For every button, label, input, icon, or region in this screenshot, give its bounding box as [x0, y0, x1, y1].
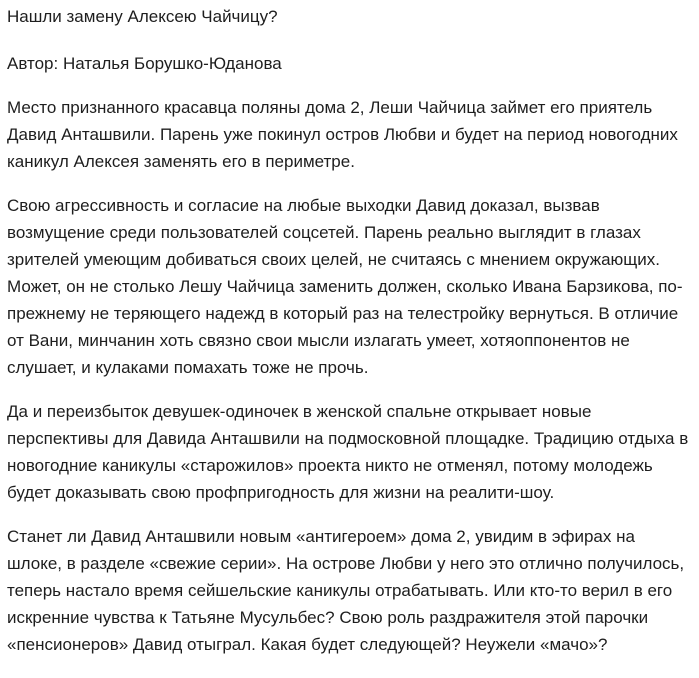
article-paragraph: Да и переизбыток девушек-одиночек в женской спальне открывает новые перспективы для Давида Анташвили на подмосковной площадке. Традицию отдыха в новогодние каникулы «старожилов» проекта никто не отменял, потому молодежь будет доказывать свою профпригодность для жизни на реалити-шоу.: [7, 402, 689, 502]
article-title: Нашли замену Алексею Чайчицу?: [7, 7, 278, 26]
article-paragraph: Свою агрессивность и согласие на любые выходки Давид доказал, вызвав возмущение среди пользователей соцсетей. Парень реально выглядит в глазах зрителей умеющим добиваться своих целей, не считаясь с мнением окружающих. Может, он не столько Лешу Чайчица заменить должен, сколько Ивана Барзикова, по-прежнему не теряющего надежд в который раз на телестройку вернуться. В отличие от Вани, минчанин хоть связно свои мысли излагать умеет, хотяоппонентов не слушает, и кулаками помахать тоже не прочь.: [7, 196, 683, 377]
article-author: Автор: Наталья Борушко-Юданова: [7, 54, 282, 73]
article-body: [7, 94, 693, 658]
article-paragraph: Станет ли Давид Анташвили новым «антигероем» дома 2, увидим в эфирах на шлоке, в разделе «свежие серии». На острове Любви у него это отлично получилось, теперь настало время сейшельские каникулы отрабатывать. Или кто-то верил в его искренние чувства к Татьяне Мусульбес? Свою роль раздражителя этой парочки «пенсионеров» Давид отыграл. Какая будет следующей? Неужели «мачо»?: [7, 527, 685, 654]
article-paragraph: Место признанного красавца поляны дома 2, Леши Чайчица займет его приятель Давид Анташвили. Парень уже покинул остров Любви и будет на период новогодних каникул Алексея заменять его в периметре.: [7, 98, 678, 171]
article: [7, 3, 693, 658]
